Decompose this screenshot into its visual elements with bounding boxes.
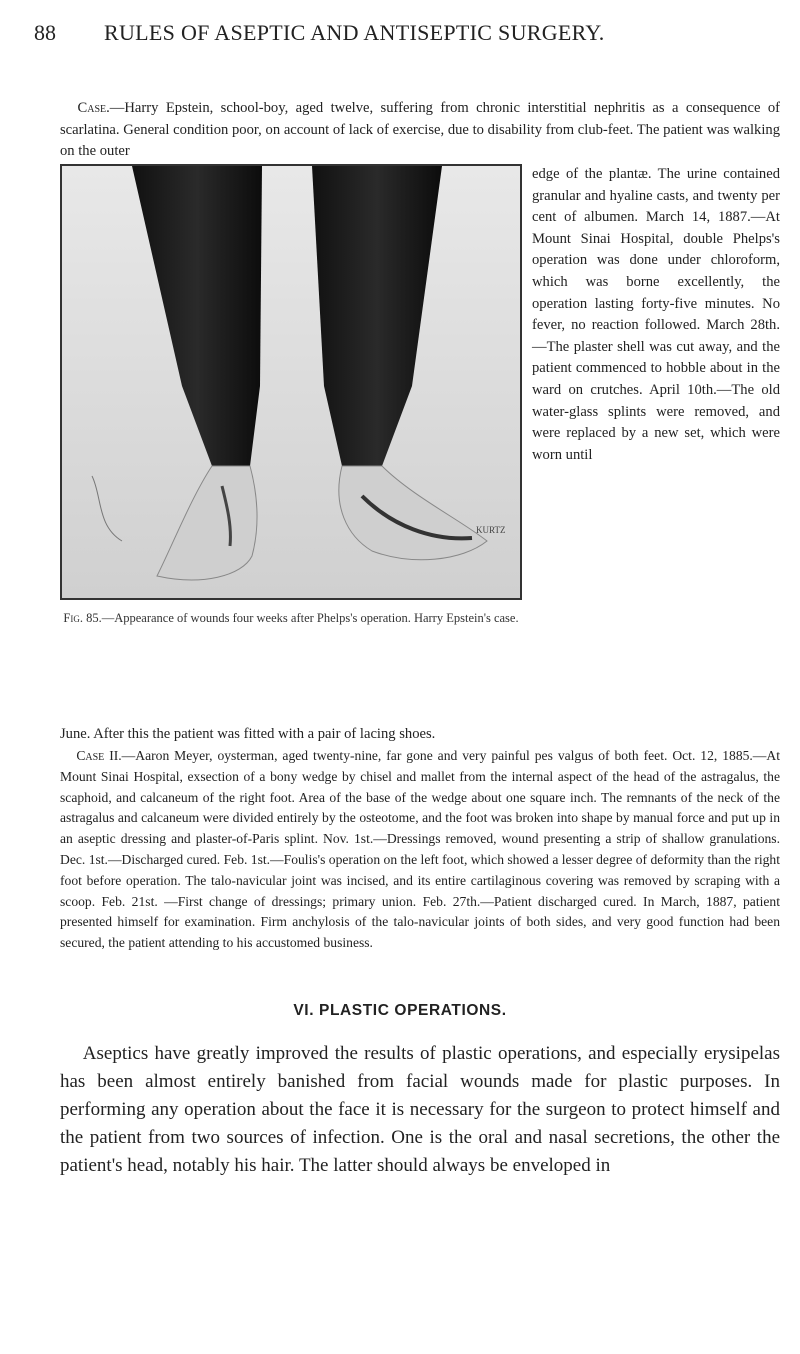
case-two-label: Case II. <box>76 748 122 763</box>
page-number: 88 <box>34 20 56 45</box>
feet-photo-drawing <box>62 166 520 598</box>
case-one-label: Case. <box>77 100 110 116</box>
figure-caption-label: Fig. 85. <box>63 611 102 625</box>
section-paragraph <box>60 1040 780 1180</box>
case-one-tail-text: June. After this the patient was fitted with a pair of lacing shoes. <box>60 726 436 742</box>
case-one-side-text: edge of the plantæ. The urine contained granular and hyaline casts, and twenty per cent of albumen. March 14, 1887.—At Mount Sinai Hospital, double Phelps's operation was done under chloroform, which was borne excellently, the operation lasting forty-five minutes. No fever, no reaction followed. March 28th.—The plaster shell was cut away, and the patient commenced to hobble about in the ward on crutches. April 10th.—The old water-glass splints were removed, and were replaced by a new set, which were worn until <box>532 166 780 463</box>
figure-caption <box>60 610 522 626</box>
case-two-paragraph <box>60 746 780 954</box>
feet-photograph <box>60 164 522 600</box>
figure-85 <box>60 164 522 626</box>
case-two-text: —Aaron Meyer, oysterman, aged twenty-nine, far gone and very painful pes valgus of both feet. Oct. 12, 1885.—At Mount Sinai Hospital, exsection of a bony wedge by chisel and mallet from the internal aspect of the head of the astragalus, the scaphoid, and calcaneum of the right foot. Area of the base of the wedge about one square inch. The remnants of the neck of the astragalus and calcaneum were divided entirely by the osteotome, and the foot was broken into shape by manual force and put up in an aseptic dressing and plaster-of-Paris splint. Nov. 1st.—Dressings removed, wound presenting a strip of shallow granulations. Dec. 1st.—Discharged cured. Feb. 1st.—Foulis's operation on the left foot, which showed a lesser degree of deformity than the right foot before operation. The talo-navicular joint was incised, and its entire cartilaginous covering was removed by scraping with a scoop. Feb. 21st. —First change of dressings; primary union. Feb. 27th.—Patient discharged cured. In March, 1887, patient presented himself for examination. Firm anchylosis of the talo-navicular joints of both sides, and very good function had been secured, the patient attending to his accustomed business. <box>60 748 780 951</box>
photo-signature-mark: KURTZ <box>476 525 506 535</box>
section-heading: VI. PLASTIC OPERATIONS. <box>293 1002 507 1019</box>
section-text: Aseptics have greatly improved the results of plastic operations, and especially erysipelas has been almost entirely banished from facial wounds made for plastic purposes. In performing any operation about the face it is necessary for the surgeon to protect himself and the patient from two sources of infection. One is the oral and nasal secretions, the other the patient's head, notably his hair. The latter should always be enveloped in <box>60 1043 780 1176</box>
case-one-lead-paragraph <box>60 98 780 163</box>
figure-caption-text: —Appearance of wounds four weeks after Phelps's operation. Harry Epstein's case. <box>101 611 519 625</box>
page-header <box>34 20 774 50</box>
case-one-lead-text: —Harry Epstein, school-boy, aged twelve, suffering from chronic interstitial nephritis as a consequence of scarlatina. General condition poor, on account of lack of exercise, due to disability from club-feet. The patient was walking on the outer <box>60 100 780 160</box>
running-head: RULES OF ASEPTIC AND ANTISEPTIC SURGERY. <box>104 20 605 45</box>
